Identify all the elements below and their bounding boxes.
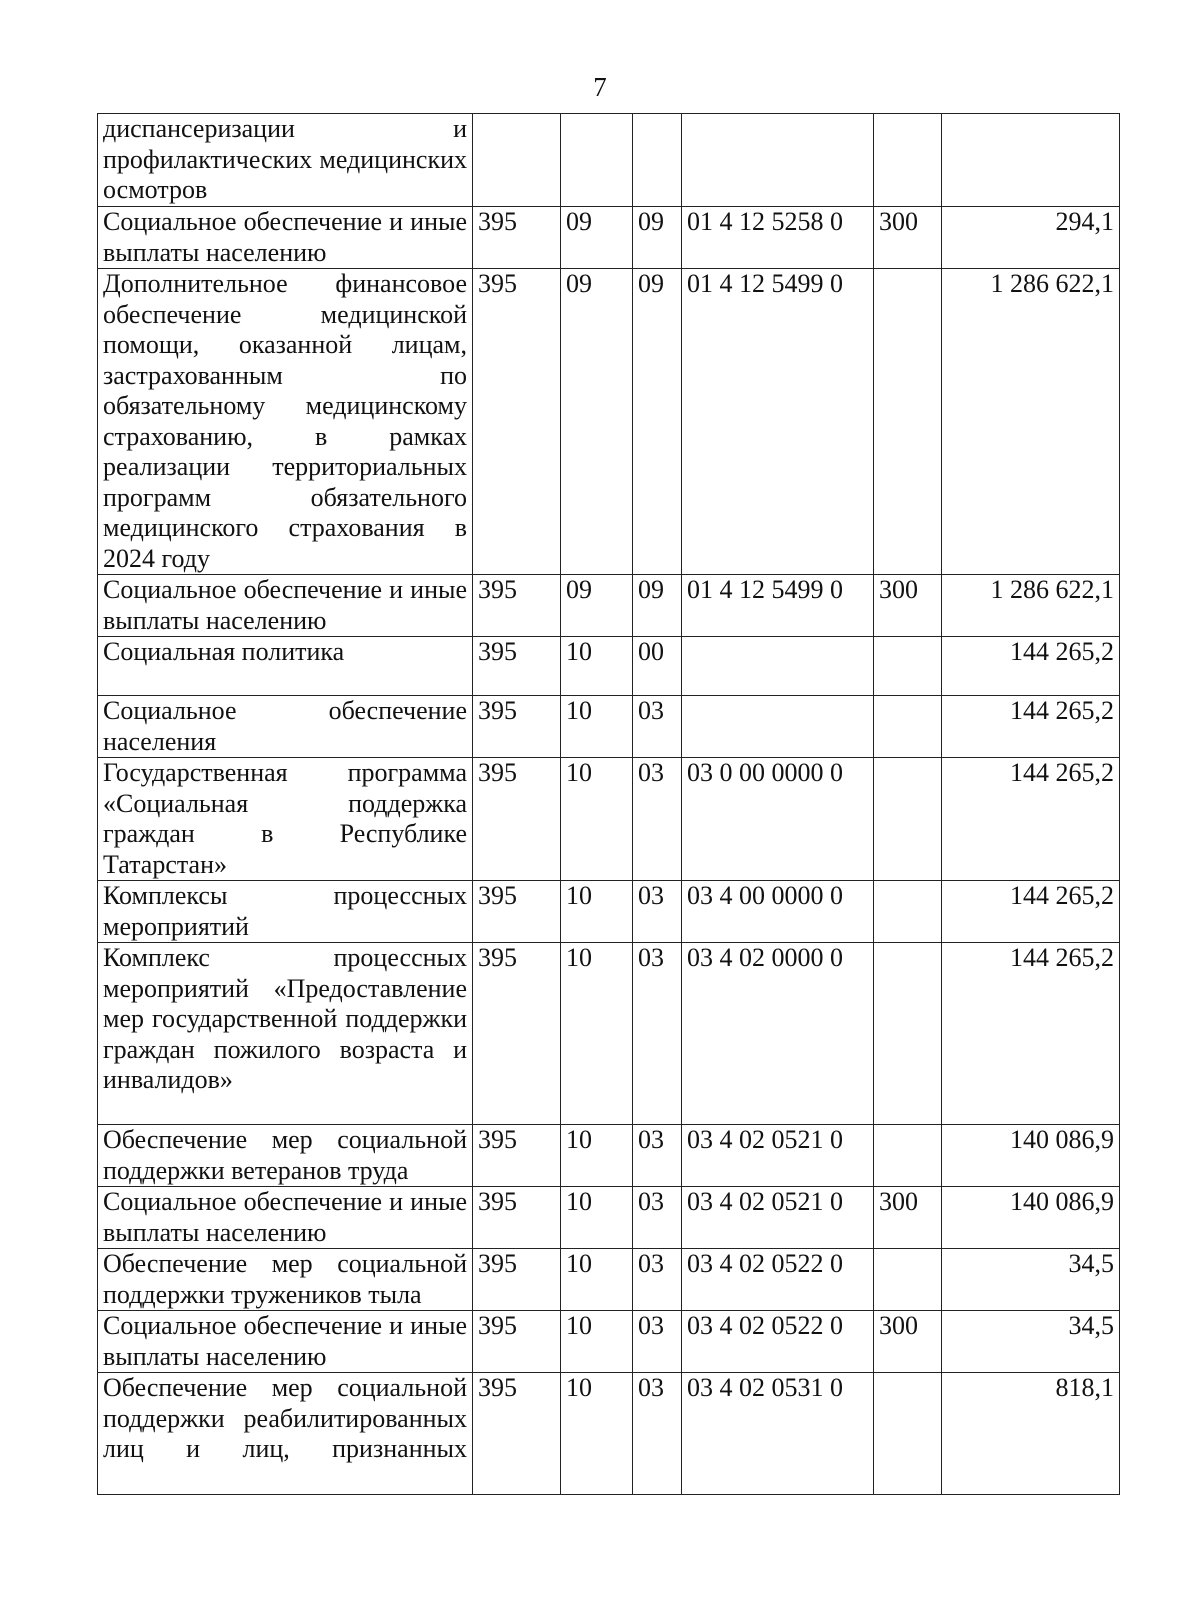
csr-cell: 03 4 02 0522 0: [682, 1311, 874, 1373]
pr-cell: 09: [633, 575, 682, 637]
row-name: Комплекс процессных мероприятий «Предоставление мер государственной поддержки граждан пожилого возраста и инвалидов»: [98, 943, 473, 1125]
row-name: Социальное обеспечение населения: [98, 696, 473, 758]
gr-cell: 395: [473, 881, 561, 943]
table-row: [98, 1373, 1120, 1495]
amount-cell: 34,5: [942, 1311, 1120, 1373]
rz-cell: 09: [561, 269, 633, 575]
csr-cell: [682, 696, 874, 758]
pr-cell: 09: [633, 207, 682, 269]
table-row: [98, 575, 1120, 637]
table-row: [98, 881, 1120, 943]
table-row: [98, 1311, 1120, 1373]
pr-cell: 03: [633, 696, 682, 758]
row-name: Социальное обеспечение и иные выплаты населению: [98, 575, 473, 637]
amount-cell: [942, 114, 1120, 207]
gr-cell: 395: [473, 1187, 561, 1249]
table-row: [98, 1125, 1120, 1187]
gr-cell: 395: [473, 1373, 561, 1495]
rz-cell: 10: [561, 943, 633, 1125]
gr-cell: 395: [473, 696, 561, 758]
csr-cell: 01 4 12 5258 0: [682, 207, 874, 269]
vr-cell: 300: [874, 1311, 942, 1373]
gr-cell: 395: [473, 943, 561, 1125]
rz-cell: 10: [561, 1187, 633, 1249]
rz-cell: [561, 114, 633, 207]
vr-cell: [874, 1373, 942, 1495]
table-row: [98, 758, 1120, 881]
vr-cell: [874, 1249, 942, 1311]
vr-cell: 300: [874, 575, 942, 637]
vr-cell: [874, 758, 942, 881]
pr-cell: 03: [633, 1249, 682, 1311]
row-name: Социальное обеспечение и иные выплаты населению: [98, 207, 473, 269]
row-name: Обеспечение мер социальной поддержки ветеранов труда: [98, 1125, 473, 1187]
pr-cell: 03: [633, 943, 682, 1125]
pr-cell: 03: [633, 1125, 682, 1187]
row-name: Социальная политика: [98, 637, 473, 696]
rz-cell: 10: [561, 1311, 633, 1373]
csr-cell: 03 4 00 0000 0: [682, 881, 874, 943]
amount-cell: 144 265,2: [942, 881, 1120, 943]
gr-cell: 395: [473, 1249, 561, 1311]
table-row: [98, 269, 1120, 575]
amount-cell: 1 286 622,1: [942, 575, 1120, 637]
pr-cell: 03: [633, 1187, 682, 1249]
amount-cell: 140 086,9: [942, 1125, 1120, 1187]
gr-cell: 395: [473, 207, 561, 269]
row-name: Социальное обеспечение и иные выплаты населению: [98, 1311, 473, 1373]
amount-cell: 144 265,2: [942, 696, 1120, 758]
vr-cell: [874, 1125, 942, 1187]
rz-cell: 10: [561, 696, 633, 758]
pr-cell: 09: [633, 269, 682, 575]
pr-cell: 03: [633, 1373, 682, 1495]
pr-cell: 03: [633, 1311, 682, 1373]
rz-cell: 10: [561, 758, 633, 881]
table-row: [98, 637, 1120, 696]
table-row: [98, 696, 1120, 758]
pr-cell: 00: [633, 637, 682, 696]
rz-cell: 09: [561, 575, 633, 637]
rz-cell: 10: [561, 1249, 633, 1311]
table-row: [98, 207, 1120, 269]
csr-cell: 03 4 02 0521 0: [682, 1125, 874, 1187]
csr-cell: 01 4 12 5499 0: [682, 575, 874, 637]
rz-cell: 10: [561, 881, 633, 943]
csr-cell: [682, 637, 874, 696]
rz-cell: 10: [561, 1125, 633, 1187]
pr-cell: [633, 114, 682, 207]
gr-cell: [473, 114, 561, 207]
pr-cell: 03: [633, 881, 682, 943]
gr-cell: 395: [473, 1125, 561, 1187]
vr-cell: [874, 943, 942, 1125]
amount-cell: 294,1: [942, 207, 1120, 269]
table-row: [98, 943, 1120, 1125]
amount-cell: 144 265,2: [942, 943, 1120, 1125]
gr-cell: 395: [473, 575, 561, 637]
row-name: Обеспечение мер социальной поддержки реабилитированных лиц и лиц, признанных: [98, 1373, 473, 1495]
rz-cell: 09: [561, 207, 633, 269]
row-name: Государственная программа «Социальная поддержка граждан в Республике Татарстан»: [98, 758, 473, 881]
csr-cell: 03 4 02 0531 0: [682, 1373, 874, 1495]
gr-cell: 395: [473, 637, 561, 696]
amount-cell: 144 265,2: [942, 637, 1120, 696]
rz-cell: 10: [561, 1373, 633, 1495]
amount-cell: 144 265,2: [942, 758, 1120, 881]
row-name: Комплексы процессных мероприятий: [98, 881, 473, 943]
amount-cell: 140 086,9: [942, 1187, 1120, 1249]
gr-cell: 395: [473, 1311, 561, 1373]
gr-cell: 395: [473, 758, 561, 881]
row-name: Обеспечение мер социальной поддержки тружеников тыла: [98, 1249, 473, 1311]
table-row: [98, 114, 1120, 207]
amount-cell: 34,5: [942, 1249, 1120, 1311]
amount-cell: 818,1: [942, 1373, 1120, 1495]
budget-table: [97, 113, 1120, 1495]
csr-cell: 01 4 12 5499 0: [682, 269, 874, 575]
row-name: диспансеризации и профилактических медицинских осмотров: [98, 114, 473, 207]
table-row: [98, 1249, 1120, 1311]
page-number: 7: [593, 72, 607, 102]
row-name: Социальное обеспечение и иные выплаты населению: [98, 1187, 473, 1249]
rz-cell: 10: [561, 637, 633, 696]
csr-cell: [682, 114, 874, 207]
vr-cell: [874, 696, 942, 758]
gr-cell: 395: [473, 269, 561, 575]
vr-cell: 300: [874, 207, 942, 269]
table-row: [98, 1187, 1120, 1249]
csr-cell: 03 4 02 0521 0: [682, 1187, 874, 1249]
vr-cell: [874, 269, 942, 575]
vr-cell: [874, 114, 942, 207]
row-name: Дополнительное финансовое обеспечение медицинской помощи, оказанной лицам, застрахованным по обязательному медицинскому страхованию, в рамках реализации территориальных программ обязательного медицинского страхования в 2024 году: [98, 269, 473, 575]
amount-cell: 1 286 622,1: [942, 269, 1120, 575]
vr-cell: 300: [874, 1187, 942, 1249]
csr-cell: 03 0 00 0000 0: [682, 758, 874, 881]
vr-cell: [874, 637, 942, 696]
pr-cell: 03: [633, 758, 682, 881]
vr-cell: [874, 881, 942, 943]
csr-cell: 03 4 02 0522 0: [682, 1249, 874, 1311]
csr-cell: 03 4 02 0000 0: [682, 943, 874, 1125]
